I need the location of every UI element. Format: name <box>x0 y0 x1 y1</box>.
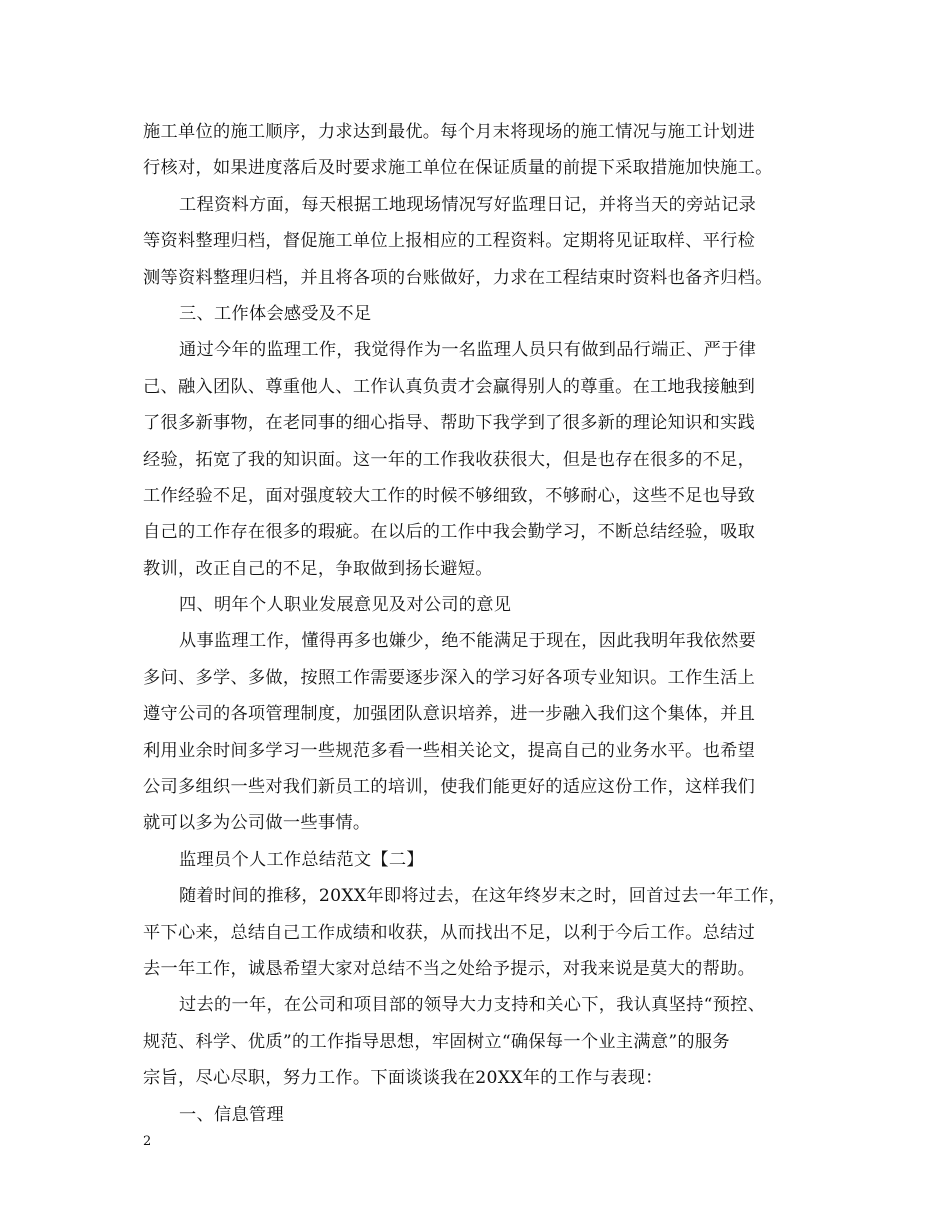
body-line: 了很多新事物，在老同事的细心指导、帮助下我学到了很多新的理论知识和实践 <box>143 413 756 434</box>
body-line: 规范、科学、优质”的工作指导思想，牢固树立“确保每一个业主满意”的服务 <box>143 1031 730 1052</box>
section-heading: 四、明年个人职业发展意见及对公司的意见 <box>179 595 512 616</box>
body-line: 测等资料整理归档，并且将各项的台账做好，力求在工程结束时资料也备齐归档。 <box>143 267 773 288</box>
body-line: 工作经验不足，面对强度较大工作的时候不够细致，不够耐心，这些不足也导致 <box>143 485 756 506</box>
body-line: 施工单位的施工顺序，力求达到最优。每个月末将现场的施工情况与施工计划进 <box>143 122 756 142</box>
body-line: 多问、多学、多做，按照工作需要逐步深入的学习好各项专业知识。工作生活上 <box>143 667 756 688</box>
body-line: 宗旨，尽心尽职，努力工作。下面谈谈我在20XX年的工作与表现： <box>143 1068 663 1089</box>
body-line: 平下心来，总结自己工作成绩和收获，从而找出不足，以利于今后工作。总结过 <box>143 922 756 943</box>
paragraph-start-line: 工程资料方面，每天根据工地现场情况写好监理日记，并将当天的旁站记录 <box>179 194 757 215</box>
document-body <box>143 114 813 1133</box>
body-line: 自己的工作存在很多的瑕疵。在以后的工作中我会勤学习，不断总结经验，吸取 <box>143 522 756 543</box>
document-subtitle: 监理员个人工作总结范文【二】 <box>179 849 424 870</box>
body-line: 等资料整理归档，督促施工单位上报相应的工程资料。定期将见证取样、平行检 <box>143 231 756 252</box>
page-number: 2 <box>143 1134 152 1149</box>
body-line: 公司多组织一些对我们新员工的培训，使我们能更好的适应这份工作，这样我们 <box>143 777 756 798</box>
body-line: 教训，改正自己的不足，争取做到扬长避短。 <box>143 558 493 579</box>
paragraph-start-line: 过去的一年，在公司和项目部的领导大力支持和关心下，我认真坚持“预控、 <box>179 995 766 1016</box>
paragraph-start-line: 随着时间的推移，20XX年即将过去，在这年终岁末之时，回首过去一年工作， <box>179 886 787 907</box>
body-line: 去一年工作，诚恳希望大家对总结不当之处给予提示，对我来说是莫大的帮助。 <box>143 958 756 979</box>
body-line: 利用业余时间多学习一些规范多看一些相关论文，提高自己的业务水平。也希望 <box>143 740 756 761</box>
body-line: 就可以多为公司做一些事情。 <box>143 813 371 834</box>
body-line: 经验，拓宽了我的知识面。这一年的工作我收获很大，但是也存在很多的不足， <box>143 449 756 470</box>
body-line: 己、融入团队、尊重他人、工作认真负责才会赢得别人的尊重。在工地我接触到 <box>143 376 756 397</box>
body-line: 遵守公司的各项管理制度，加强团队意识培养，进一步融入我们这个集体，并且 <box>143 704 756 725</box>
body-line: 行核对，如果进度落后及时要求施工单位在保证质量的前提下采取措施加快施工。 <box>143 158 773 179</box>
paragraph-start-line: 从事监理工作，懂得再多也嫌少，绝不能满足于现在，因此我明年我依然要 <box>179 631 757 652</box>
section-heading: 三、工作体会感受及不足 <box>179 303 372 324</box>
paragraph-start-line: 通过今年的监理工作，我觉得作为一名监理人员只有做到品行端正、严于律 <box>179 340 757 361</box>
section-heading: 一、信息管理 <box>179 1104 284 1125</box>
